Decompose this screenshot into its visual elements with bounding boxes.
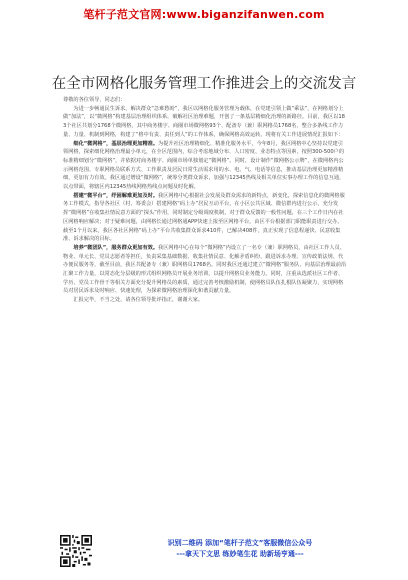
site-banner: 笔杆子范文官网:www.biganzifanwen.com bbox=[83, 8, 325, 21]
intro-paragraph: 为进一步畅通民生诉求，解决群众“急难愁盼”，我区以网格化服务管理为载体，在党建引领上做“乘法”，在网格划分上做“加法”，以“微网格”构建基层治理组织体系，破解社区治理难题，开创了一条基层精细化治理的新路径。目前，我区以183个社区共划分1768个微网格，其中商务楼宇、商圈市场微网格93个、配备专（兼）职网格员1768名，整合多条线工作力量、力量、机制到网格，构建了“格中有责、责任到人”的工作体系，确保网格高效运转。现将有关工作进展情况汇报如下： bbox=[63, 105, 345, 138]
closing-paragraph: 汇报完毕，不当之处，请各位领导批评指正，谢谢大家。 bbox=[73, 297, 204, 304]
section-body: 为提升社区治理精细化、精准化服务水平，今年8月，我区网格中心坚持以党建引领网格，探索细化网格治理最小单元，在全区范围内，综合考虑地域分布、人口密度、业态特点等因素，按照300-500户的标准精细划分“微网格”，并依据对商务楼宇、商圈市场单独划定“微网格”。同时，设计制作“微网格公示牌”，在微网格内公示网格范围、专职网格员联系方式、工作职责及居民日常生活需求用的水、电、气、电话等信息，推动基层治理更加精准精细，更加有力有效。我区通过增设“微网格”，统筹分类群众诉求，加强与12345热线及相关单位实事办理工作的信息互通，以点带面，将辖区内12345热线网格热线点问题及时化解。 bbox=[63, 140, 345, 191]
section-paragraph bbox=[63, 244, 347, 296]
greeting: 尊敬的各位领导、同志们： bbox=[63, 97, 126, 103]
section-paragraph bbox=[63, 192, 347, 244]
section-body: 我区网格中心在每个“微网格”内设立了一名专（兼）职网格员，由社区工作人员、物业、单元长、党员志愿者等担任，负责采集基础数据、收集社情民意、化解矛盾纠纷、跟进诉求办理、宣传政策法规、代办便民服务等，截至目前，我区共配备专（兼）职网格员1768名，同时我区还通过建立“微网格”服务队，向基层治理最前沿汇聚工作力量，以常态化分层级的形式组织网格员开展业务培训，以提升网格员业务能力。同时，注重从选派社区工作者、学历、党员工作骨干等相关方面充分提升网格员的素质，通过完善考核激励机制，使网格员队伍扎根队伍凝聚力，实现网格员对居民诉求及时响应、快速处理，为探索微网格治理深化和谐贡献力量。 bbox=[63, 244, 347, 295]
document-title: 在全市网格化服务管理工作推进会上的交流发言 bbox=[51, 76, 357, 92]
section-heading: 搭建“微平台”，纾困解难更加及时。 bbox=[73, 192, 159, 199]
footer-text bbox=[130, 538, 350, 560]
footer-line-2: ---拿天下文思 练妙笔生花 助新场亨通--- bbox=[176, 550, 304, 558]
footer-line-1: 识别二维码 添加“笔杆子范文”客服微信公众号 bbox=[167, 539, 313, 547]
footer bbox=[60, 535, 360, 567]
section-paragraph bbox=[63, 140, 347, 192]
qr-code-icon[interactable] bbox=[60, 535, 92, 567]
document-body bbox=[63, 96, 347, 305]
section-heading: 细化“微网格”，基层治理更加精准。 bbox=[73, 140, 159, 147]
section-heading: 培养“微团队”，服务群众更加有效。 bbox=[73, 244, 159, 251]
section-body: 我区网格中心根据社会发展及群众需求的新特点，新变化，探索信息化的微网格服务工作模式，指导各社区（村、筹委会）搭建网格“码上办”居民互动平台，在小区公共区域、微信群内进行公示，充分发挥“微网格”在收集社情民意方面的“探头”作用，同时制定分级调度机制，对于群众反馈的一般性问题，在三个工作日内在社区网格响应解决；对于疑难问题，由网格长通过网格通APP快速上报至区网格平台，由区平台根据部门职能职责进行交办。截至1个月以来，我区各社区网格“码上办”平台共收集群众诉求410件，已解决408件，真正实现了信息程递快、民意收集准、诉求解决的目标。 bbox=[63, 192, 345, 243]
